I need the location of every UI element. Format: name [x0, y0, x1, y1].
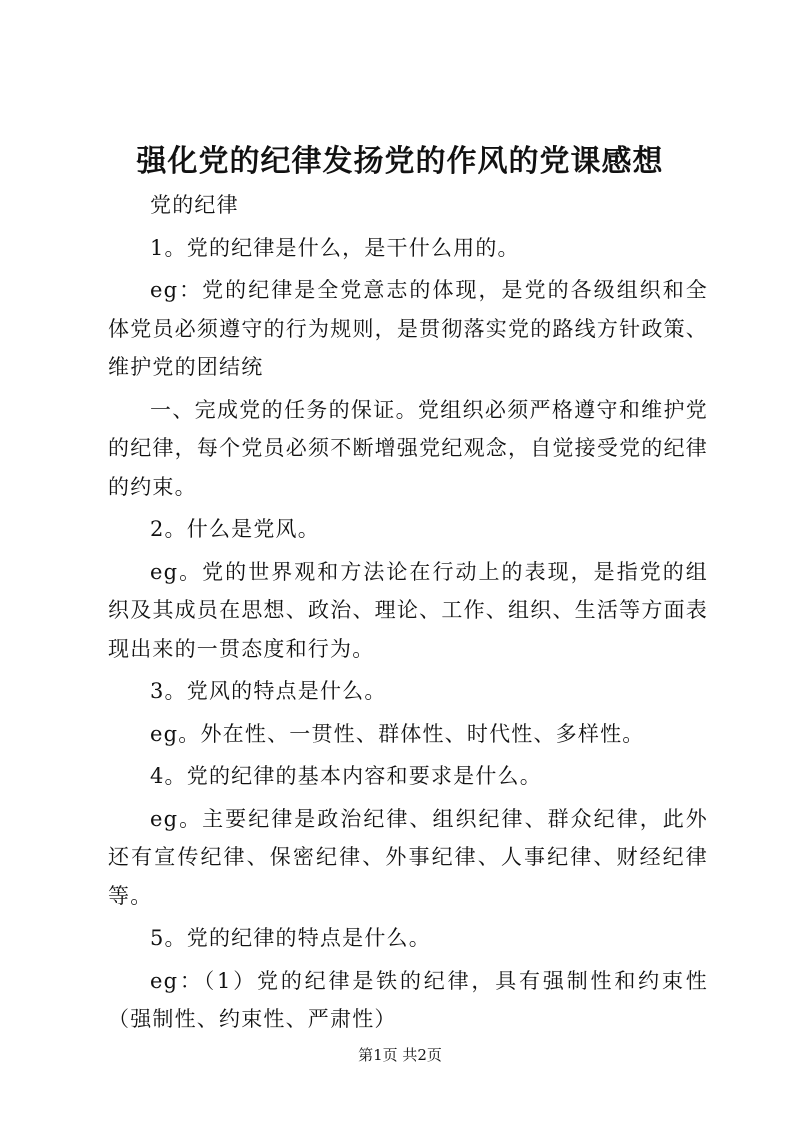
document-body — [108, 186, 708, 1043]
paragraph: 5。党的纪律的特点是什么。 — [150, 926, 431, 950]
paragraph: 一、完成党的任务的保证。党组织必须严格遵守和维护党的纪律，每个党员必须不断增强党纪观念，自觉接受党的纪律的约束。 — [108, 397, 708, 499]
paragraph: eg：（1）党的纪律是铁的纪律，具有强制性和约束性（强制性、约束性、严肃性） — [108, 968, 708, 1031]
paragraph: eg：党的纪律是全党意志的体现，是党的各级组织和全体党员必须遵守的行为规则，是贯彻落实党的路线方针政策、维护党的团结统 — [108, 278, 708, 379]
paragraph: eg。主要纪律是政治纪律、组织纪律、群众纪律，此外还有宣传纪律、保密纪律、外事纪律、人事纪律、财经纪律等。 — [108, 806, 708, 908]
paragraph: 2。什么是党风。 — [150, 517, 320, 541]
paragraph: eg。外在性、一贯性、群体性、时代性、多样性。 — [150, 721, 645, 746]
paragraph: 3。党风的特点是什么。 — [150, 679, 387, 703]
document-title: 强化党的纪律发扬党的作风的党课感想 — [136, 144, 664, 179]
paragraph: eg。党的世界观和方法论在行动上的表现，是指党的组织及其成员在思想、政治、理论、工作、组织、生活等方面表现出来的一贯态度和行为。 — [108, 559, 708, 661]
paragraph: 4。党的纪律的基本内容和要求是什么。 — [150, 764, 542, 788]
paragraph: 1。党的纪律是什么，是干什么用的。 — [150, 235, 520, 260]
page-number-footer: 第1页 共2页 — [358, 1046, 442, 1064]
paragraph: 党的纪律 — [150, 193, 239, 217]
